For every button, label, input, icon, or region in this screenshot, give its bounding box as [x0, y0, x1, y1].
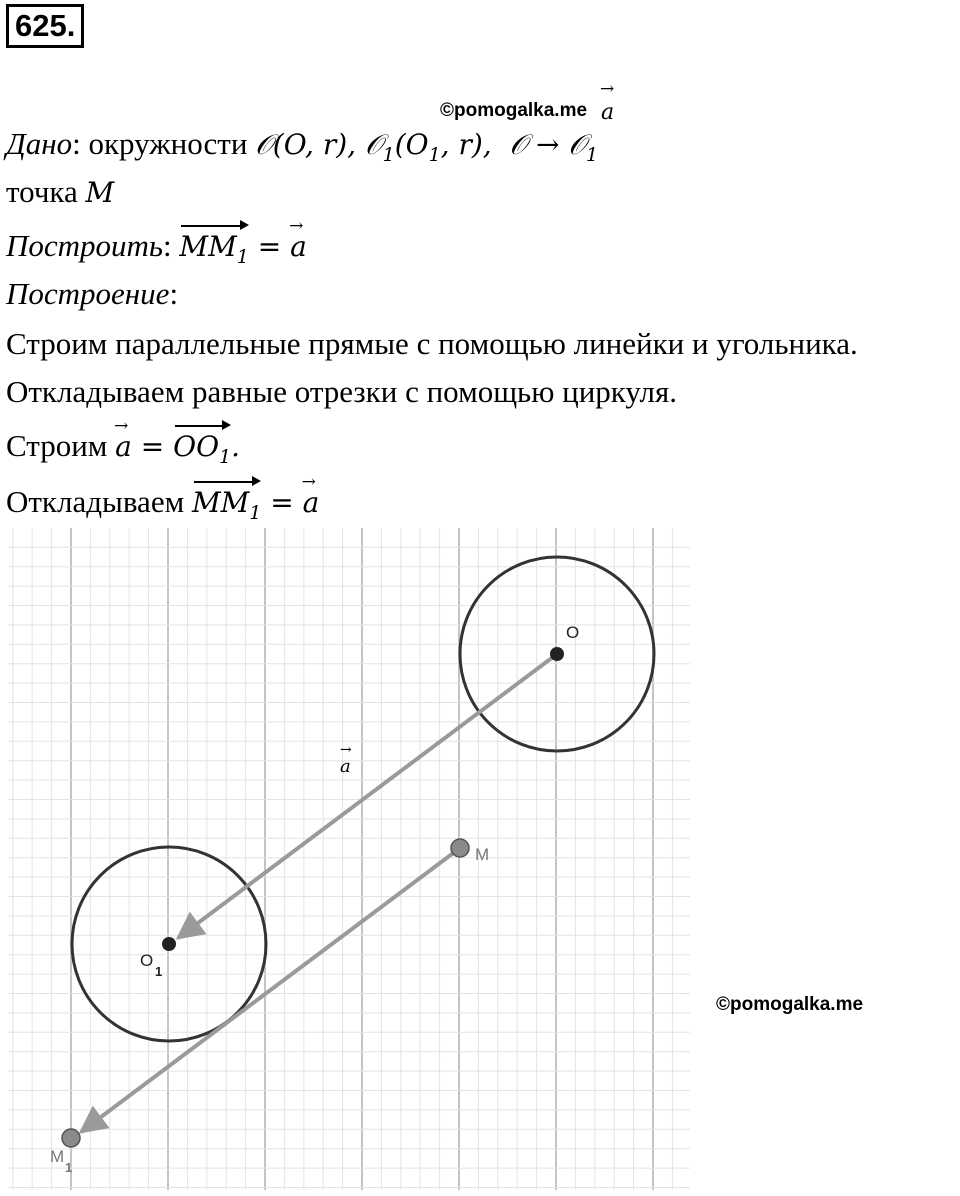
label-a: a: [340, 756, 351, 777]
vector-MM1-arrow: [81, 848, 460, 1132]
point-M: [451, 839, 469, 857]
step-1: Строим параллельные прямые с помощью линейки и угольника.: [6, 326, 858, 361]
construction-label: Построение: [6, 276, 170, 311]
point-line: точка M: [6, 174, 115, 209]
construct-label: Построить: [6, 228, 164, 263]
label-O1-sub: 1: [155, 964, 163, 979]
construction-figure: [0, 520, 700, 1196]
label-O1: O: [140, 951, 154, 970]
construct-formula: $MM_1$ = → a: [179, 230, 306, 263]
construct-line: Построить: $MM_1$ = → a: [6, 226, 307, 270]
label-a-arrow-icon: →: [340, 742, 352, 758]
place-step: Откладываем $MM_1$ = → a: [6, 482, 319, 526]
label-O: O: [566, 623, 580, 642]
point-O: [550, 647, 564, 661]
point-O1: [162, 937, 176, 951]
construction-line: Построение:: [6, 276, 179, 311]
vector-a-arrow: [178, 654, 557, 938]
watermark-right: ©pomogalka.me: [716, 994, 864, 1015]
watermark-top: ©pomogalka.me: [440, 100, 588, 121]
problem-number: 625.: [6, 4, 84, 48]
label-M1: M: [50, 1147, 65, 1166]
given-line: Дано: окружности 𝒪(O, r), $𝒪_1(O_1$, r), 𝒪 → 𝒪$_1$: [6, 126, 599, 166]
label-M1-sub: 1: [65, 1160, 73, 1175]
point-M1: [62, 1129, 80, 1147]
build-step: Строим → $a = OO_1$.: [6, 426, 240, 470]
label-M: M: [475, 845, 490, 864]
given-formula: 𝒪(O, r), $𝒪_1(O_1$, r), 𝒪 → 𝒪$_1$: [255, 128, 599, 166]
top-vector-symbol: → a: [601, 100, 614, 125]
given-text: окружности: [80, 126, 256, 161]
step-2: Откладываем равные отрезки с помощью циркуля.: [6, 374, 678, 409]
given-label: Дано: [6, 126, 73, 161]
grid: [8, 528, 690, 1190]
